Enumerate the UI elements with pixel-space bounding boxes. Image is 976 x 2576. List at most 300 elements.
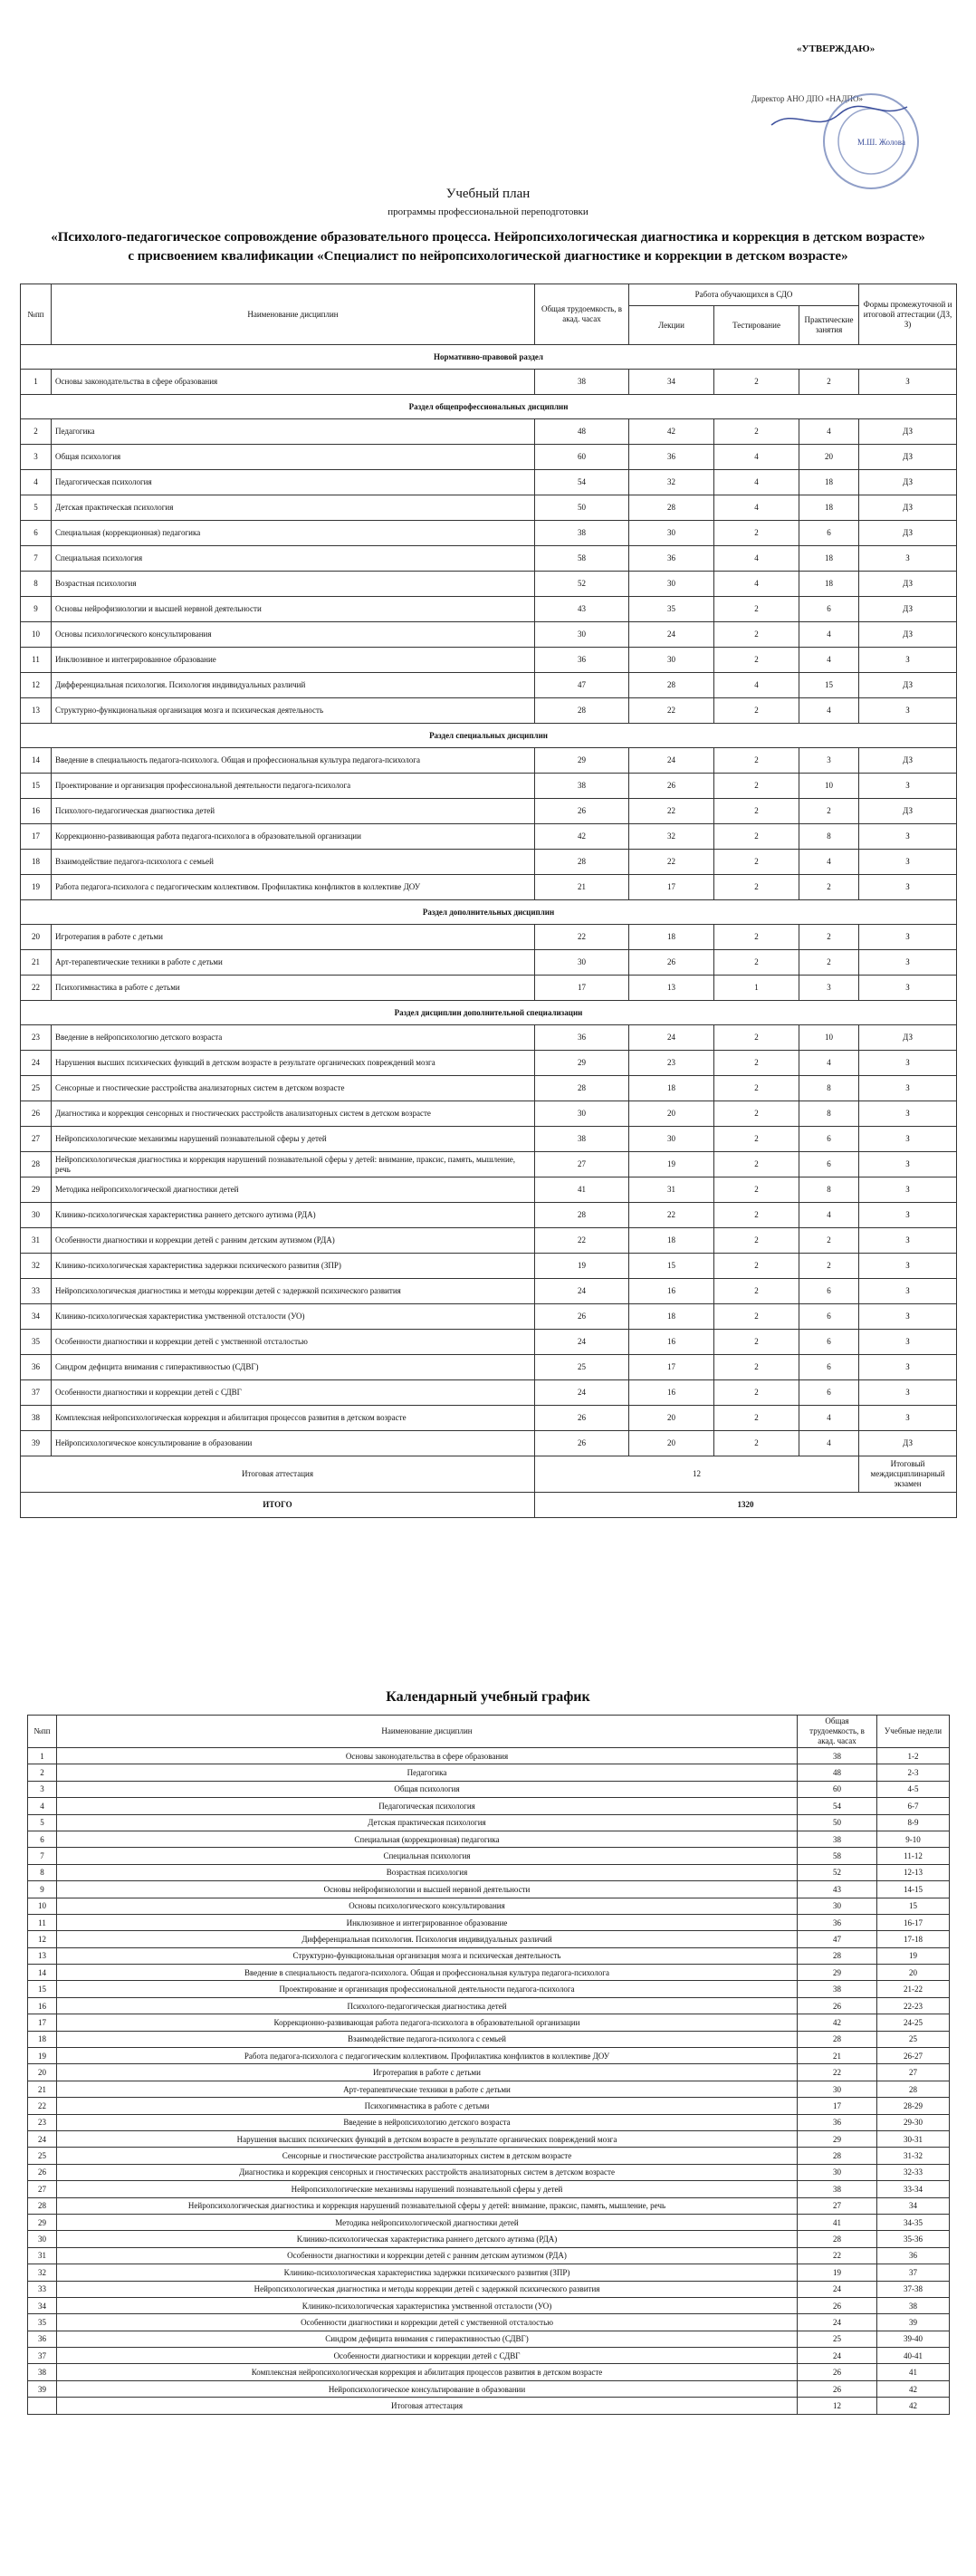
row-testing: 4: [714, 572, 799, 597]
row-form: З: [859, 1254, 957, 1279]
row-name: Арт-терапевтические техники в работе с детьми: [52, 950, 535, 976]
row-testing: 2: [714, 748, 799, 774]
row-testing: 2: [714, 370, 799, 395]
plan-final-label: Итоговая аттестация: [21, 1456, 535, 1493]
row-num: 12: [21, 673, 52, 698]
table-row: [21, 1330, 957, 1355]
row-name: Психогимнастика в работе с детьми: [52, 976, 535, 1001]
cal-row-weeks: 28-29: [877, 2098, 950, 2114]
cal-row-total: 28: [798, 1947, 877, 1964]
cal-row-weeks: 8-9: [877, 1814, 950, 1831]
cal-row-weeks: 14-15: [877, 1881, 950, 1898]
row-total: 48: [535, 419, 629, 445]
row-num: 6: [21, 521, 52, 546]
row-testing: 4: [714, 546, 799, 572]
row-num: 17: [21, 824, 52, 850]
row-total: 29: [535, 748, 629, 774]
row-testing: 2: [714, 698, 799, 724]
cal-row-weeks: 17-18: [877, 1931, 950, 1947]
row-practice: 4: [799, 698, 859, 724]
cal-row-num: 26: [28, 2164, 57, 2180]
approve-label: «УТВЕРЖДАЮ»: [797, 43, 876, 54]
table-row: [28, 2380, 950, 2397]
cal-row-weeks: 2-3: [877, 1764, 950, 1781]
cal-header-weeks: Учебные недели: [877, 1716, 950, 1748]
row-form: ДЗ: [859, 1431, 957, 1456]
row-form: З: [859, 774, 957, 799]
cal-row-weeks: 21-22: [877, 1981, 950, 1997]
section-row: [21, 395, 957, 419]
row-lectures: 22: [629, 799, 714, 824]
cal-row-name: Нейропсихологическая диагностика и коррекция нарушений познавательной сферы у детей: внимание, праксис, память, мышление, речь: [57, 2197, 798, 2214]
cal-row-name: Особенности диагностики и коррекции детей с ранним детским аутизмом (РДА): [57, 2247, 798, 2264]
row-lectures: 30: [629, 521, 714, 546]
row-name: Нейропсихологическое консультирование в образовании: [52, 1431, 535, 1456]
row-num: 31: [21, 1228, 52, 1254]
row-form: З: [859, 1101, 957, 1127]
row-total: 26: [535, 1304, 629, 1330]
row-num: 25: [21, 1076, 52, 1101]
table-row: [21, 495, 957, 521]
plan-header-name: Наименование дисциплин: [52, 284, 535, 345]
row-name: Педагогическая психология: [52, 470, 535, 495]
row-num: 11: [21, 648, 52, 673]
row-lectures: 23: [629, 1051, 714, 1076]
cal-row-total: 24: [798, 2281, 877, 2297]
plan-final-form: Итоговый междисциплинарный экзамен: [859, 1456, 957, 1493]
calendar-table: [27, 1715, 950, 2415]
section-title: Раздел дополнительных дисциплин: [21, 900, 957, 925]
row-total: 38: [535, 1127, 629, 1152]
row-practice: 2: [799, 950, 859, 976]
row-testing: 1: [714, 976, 799, 1001]
cal-row-name: Взаимодействие педагога-психолога с семьей: [57, 2031, 798, 2047]
table-row: [28, 2197, 950, 2214]
plan-header-num: №пп: [21, 284, 52, 345]
table-row: [28, 2181, 950, 2197]
table-row: [28, 2331, 950, 2347]
row-testing: 2: [714, 1101, 799, 1127]
table-row: [28, 1864, 950, 1880]
cal-row-num: 28: [28, 2197, 57, 2214]
table-row: [28, 2031, 950, 2047]
row-name: Детская практическая психология: [52, 495, 535, 521]
row-lectures: 22: [629, 1203, 714, 1228]
table-row: [28, 2264, 950, 2281]
row-practice: 18: [799, 495, 859, 521]
cal-row-weeks: 26-27: [877, 2048, 950, 2064]
table-row: [28, 2081, 950, 2097]
table-row: [28, 1814, 950, 1831]
table-row: [28, 1748, 950, 1764]
table-row: [28, 2064, 950, 2081]
row-testing: 4: [714, 445, 799, 470]
plan-total-label: ИТОГО: [21, 1493, 535, 1518]
row-form: З: [859, 1406, 957, 1431]
cal-row-total: 26: [798, 2297, 877, 2313]
row-testing: 4: [714, 673, 799, 698]
cal-row-name: Общая психология: [57, 1781, 798, 1797]
row-total: 60: [535, 445, 629, 470]
row-practice: 6: [799, 1127, 859, 1152]
cal-row-num: 7: [28, 1848, 57, 1864]
row-total: 24: [535, 1380, 629, 1406]
row-num: 27: [21, 1127, 52, 1152]
row-total: 38: [535, 774, 629, 799]
row-total: 36: [535, 1025, 629, 1051]
row-practice: 4: [799, 1203, 859, 1228]
row-total: 38: [535, 370, 629, 395]
row-form: З: [859, 950, 957, 976]
cal-row-weeks: 6-7: [877, 1798, 950, 1814]
table-row: [28, 2297, 950, 2313]
cal-row-name: Нейропсихологическое консультирование в образовании: [57, 2380, 798, 2397]
row-num: 5: [21, 495, 52, 521]
cal-row-total: 28: [798, 2148, 877, 2164]
cal-row-num: 10: [28, 1898, 57, 1914]
cal-row-total: 29: [798, 2130, 877, 2147]
row-num: 32: [21, 1254, 52, 1279]
row-lectures: 24: [629, 748, 714, 774]
cal-row-name: Работа педагога-психолога с педагогическим коллективом. Профилактика конфликтов в коллективе ДОУ: [57, 2048, 798, 2064]
cal-row-name: Основы законодательства в сфере образования: [57, 1748, 798, 1764]
plan-final-hours: 12: [535, 1456, 859, 1493]
row-num: 7: [21, 546, 52, 572]
cal-row-num: 29: [28, 2214, 57, 2230]
row-name: Нейропсихологическая диагностика и коррекция нарушений познавательной сферы у детей: внимание, праксис, память, мышление, речь: [52, 1152, 535, 1177]
plan-total-hours: 1320: [535, 1493, 957, 1518]
row-lectures: 20: [629, 1101, 714, 1127]
cal-row-num: 34: [28, 2297, 57, 2313]
row-testing: 2: [714, 1330, 799, 1355]
row-form: З: [859, 370, 957, 395]
table-row: [28, 1898, 950, 1914]
row-num: 35: [21, 1330, 52, 1355]
cal-row-total: 30: [798, 2164, 877, 2180]
row-form: ДЗ: [859, 622, 957, 648]
row-testing: 2: [714, 774, 799, 799]
row-practice: 20: [799, 445, 859, 470]
row-form: З: [859, 850, 957, 875]
row-lectures: 15: [629, 1254, 714, 1279]
cal-row-weeks: 1-2: [877, 1748, 950, 1764]
cal-row-name: Комплексная нейропсихологическая коррекция и абилитация процессов развития в детском возрасте: [57, 2364, 798, 2380]
row-name: Введение в нейропсихологию детского возраста: [52, 1025, 535, 1051]
row-name: Основы психологического консультирования: [52, 622, 535, 648]
row-testing: 4: [714, 495, 799, 521]
table-row: [28, 1965, 950, 1981]
cal-row-total: 26: [798, 1997, 877, 2014]
row-lectures: 17: [629, 875, 714, 900]
row-lectures: 22: [629, 850, 714, 875]
table-row: [21, 470, 957, 495]
row-practice: 10: [799, 1025, 859, 1051]
cal-row-total: 17: [798, 2098, 877, 2114]
plan-header-forms: Формы промежуточной и итоговой аттестации (ДЗ, З): [859, 284, 957, 345]
row-num: 23: [21, 1025, 52, 1051]
cal-row-num: 12: [28, 1931, 57, 1947]
plan-header-total: Общая трудоемкость, в акад. часах: [535, 284, 629, 345]
row-name: Клинико-психологическая характеристика раннего детского аутизма (РДА): [52, 1203, 535, 1228]
row-testing: 4: [714, 470, 799, 495]
cal-row-weeks: 16-17: [877, 1914, 950, 1930]
row-num: 28: [21, 1152, 52, 1177]
table-row: [21, 875, 957, 900]
cal-row-num: 27: [28, 2181, 57, 2197]
cal-row-weeks: 41: [877, 2364, 950, 2380]
table-row: [28, 1981, 950, 1997]
row-form: ДЗ: [859, 419, 957, 445]
cal-row-name: Специальная (коррекционная) педагогика: [57, 1831, 798, 1847]
cal-row-weeks: 32-33: [877, 2164, 950, 2180]
row-total: 36: [535, 648, 629, 673]
table-row: [28, 1798, 950, 1814]
table-row: [21, 799, 957, 824]
row-num: 1: [21, 370, 52, 395]
table-row: [28, 2214, 950, 2230]
cal-row-name: Клинико-психологическая характеристика раннего детского аутизма (РДА): [57, 2231, 798, 2247]
row-name: Нейропсихологические механизмы нарушений познавательной сферы у детей: [52, 1127, 535, 1152]
table-row: [21, 698, 957, 724]
row-name: Клинико-психологическая характеристика умственной отсталости (УО): [52, 1304, 535, 1330]
cal-row-num: 37: [28, 2348, 57, 2364]
table-row: [28, 2247, 950, 2264]
cal-row-num: 13: [28, 1947, 57, 1964]
cal-header-total: Общая трудоемкость, в акад. часах: [798, 1716, 877, 1748]
cal-row-total: 24: [798, 2348, 877, 2364]
row-lectures: 20: [629, 1431, 714, 1456]
row-name: Работа педагога-психолога с педагогическим коллективом. Профилактика конфликтов в коллективе ДОУ: [52, 875, 535, 900]
row-form: З: [859, 546, 957, 572]
row-total: 27: [535, 1152, 629, 1177]
table-row: [21, 1380, 957, 1406]
row-total: 28: [535, 698, 629, 724]
table-row: [21, 1152, 957, 1177]
row-testing: 2: [714, 1406, 799, 1431]
cal-row-weeks: 34-35: [877, 2214, 950, 2230]
row-lectures: 31: [629, 1177, 714, 1203]
cal-row-total: 22: [798, 2064, 877, 2081]
table-row: [28, 2098, 950, 2114]
plan-header-lectures: Лекции: [629, 306, 714, 345]
row-practice: 8: [799, 824, 859, 850]
cal-row-name: Особенности диагностики и коррекции детей с умственной отсталостью: [57, 2314, 798, 2331]
row-form: З: [859, 1304, 957, 1330]
row-name: Комплексная нейропсихологическая коррекция и абилитация процессов развития в детском возрасте: [52, 1406, 535, 1431]
row-lectures: 35: [629, 597, 714, 622]
row-lectures: 36: [629, 445, 714, 470]
row-practice: 4: [799, 622, 859, 648]
row-name: Взаимодействие педагога-психолога с семьей: [52, 850, 535, 875]
cal-row-name: Проектирование и организация профессиональной деятельности педагога-психолога: [57, 1981, 798, 1997]
row-testing: 2: [714, 1152, 799, 1177]
table-row: [28, 1881, 950, 1898]
row-num: 39: [21, 1431, 52, 1456]
row-lectures: 32: [629, 470, 714, 495]
cal-row-name: Сенсорные и гностические расстройства анализаторных систем в детском возрасте: [57, 2148, 798, 2164]
cal-row-num: 24: [28, 2130, 57, 2147]
row-testing: 2: [714, 648, 799, 673]
cal-row-name: Клинико-психологическая характеристика умственной отсталости (УО): [57, 2297, 798, 2313]
row-num: 4: [21, 470, 52, 495]
table-row: [28, 1947, 950, 1964]
table-row: [21, 1101, 957, 1127]
cal-row-num: 17: [28, 2014, 57, 2031]
cal-row-weeks: 9-10: [877, 1831, 950, 1847]
cal-row-num: 36: [28, 2331, 57, 2347]
row-practice: 2: [799, 875, 859, 900]
row-num: 21: [21, 950, 52, 976]
row-practice: 6: [799, 1355, 859, 1380]
row-name: Психолого-педагогическая диагностика детей: [52, 799, 535, 824]
cal-row-total: 36: [798, 1914, 877, 1930]
row-name: Проектирование и организация профессиональной деятельности педагога-психолога: [52, 774, 535, 799]
row-name: Специальная (коррекционная) педагогика: [52, 521, 535, 546]
cal-row-total: 36: [798, 2114, 877, 2130]
row-num: 36: [21, 1355, 52, 1380]
row-practice: 6: [799, 597, 859, 622]
cal-row-num: 15: [28, 1981, 57, 1997]
row-practice: 3: [799, 748, 859, 774]
row-name: Основы законодательства в сфере образования: [52, 370, 535, 395]
row-practice: 18: [799, 470, 859, 495]
row-total: 17: [535, 976, 629, 1001]
row-testing: 2: [714, 1228, 799, 1254]
row-form: З: [859, 1330, 957, 1355]
cal-row-num: 30: [28, 2231, 57, 2247]
cal-row-name: Основы психологического консультирования: [57, 1898, 798, 1914]
row-name: Специальная психология: [52, 546, 535, 572]
cal-row-name: Синдром дефицита внимания с гиперактивностью (СДВГ): [57, 2331, 798, 2347]
cal-row-total: 54: [798, 1798, 877, 1814]
row-practice: 8: [799, 1177, 859, 1203]
cal-final-num: [28, 2398, 57, 2414]
row-testing: 2: [714, 1279, 799, 1304]
cal-row-num: 32: [28, 2264, 57, 2281]
cal-row-name: Педагогическая психология: [57, 1798, 798, 1814]
row-practice: 18: [799, 546, 859, 572]
cal-row-name: Основы нейрофизиологии и высшей нервной деятельности: [57, 1881, 798, 1898]
row-lectures: 16: [629, 1380, 714, 1406]
row-testing: 2: [714, 1254, 799, 1279]
table-row: [21, 1279, 957, 1304]
row-practice: 6: [799, 521, 859, 546]
row-lectures: 30: [629, 648, 714, 673]
cal-row-name: Коррекционно-развивающая работа педагога-психолога в образовательной организации: [57, 2014, 798, 2031]
cal-row-weeks: 40-41: [877, 2348, 950, 2364]
cal-row-total: 26: [798, 2364, 877, 2380]
cal-row-weeks: 30-31: [877, 2130, 950, 2147]
cal-row-num: 18: [28, 2031, 57, 2047]
table-row: [21, 850, 957, 875]
row-num: 26: [21, 1101, 52, 1127]
row-lectures: 22: [629, 698, 714, 724]
cal-row-total: 19: [798, 2264, 877, 2281]
cal-row-name: Клинико-психологическая характеристика задержки психического развития (ЗПР): [57, 2264, 798, 2281]
row-num: 8: [21, 572, 52, 597]
row-total: 30: [535, 1101, 629, 1127]
cal-final-label: Итоговая аттестация: [57, 2398, 798, 2414]
cal-row-weeks: 20: [877, 1965, 950, 1981]
cal-row-weeks: 28: [877, 2081, 950, 2097]
plan-header-testing: Тестирование: [714, 306, 799, 345]
table-row: [28, 2048, 950, 2064]
cal-row-total: 38: [798, 1748, 877, 1764]
row-lectures: 17: [629, 1355, 714, 1380]
row-practice: 6: [799, 1304, 859, 1330]
table-row: [21, 925, 957, 950]
cal-row-name: Введение в специальность педагога-психолога. Общая и профессиональная культура педагога-психолога: [57, 1965, 798, 1981]
cal-row-total: 29: [798, 1965, 877, 1981]
row-practice: 8: [799, 1101, 859, 1127]
row-practice: 15: [799, 673, 859, 698]
row-total: 42: [535, 824, 629, 850]
section-row: [21, 1001, 957, 1025]
row-total: 25: [535, 1355, 629, 1380]
table-row: [28, 2281, 950, 2297]
table-row: [28, 2014, 950, 2031]
cal-row-name: Нейропсихологическая диагностика и методы коррекции детей с задержкой психического развития: [57, 2281, 798, 2297]
row-testing: 2: [714, 597, 799, 622]
cal-row-total: 28: [798, 2231, 877, 2247]
row-num: 10: [21, 622, 52, 648]
row-name: Инклюзивное и интегрированное образование: [52, 648, 535, 673]
row-testing: 2: [714, 1304, 799, 1330]
row-name: Нарушения высших психических функций в детском возрасте в результате органических повреждений мозга: [52, 1051, 535, 1076]
cal-row-total: 50: [798, 1814, 877, 1831]
row-testing: 2: [714, 1203, 799, 1228]
row-practice: 6: [799, 1279, 859, 1304]
row-total: 50: [535, 495, 629, 521]
cal-row-name: Особенности диагностики и коррекции детей с СДВГ: [57, 2348, 798, 2364]
row-name: Особенности диагностики и коррекции детей с СДВГ: [52, 1380, 535, 1406]
cal-row-total: 48: [798, 1764, 877, 1781]
row-form: ДЗ: [859, 445, 957, 470]
row-lectures: 42: [629, 419, 714, 445]
row-name: Структурно-функциональная организация мозга и психическая деятельность: [52, 698, 535, 724]
row-name: Общая психология: [52, 445, 535, 470]
row-total: 28: [535, 1203, 629, 1228]
row-testing: 2: [714, 950, 799, 976]
cal-row-name: Нейропсихологические механизмы нарушений познавательной сферы у детей: [57, 2181, 798, 2197]
row-form: З: [859, 648, 957, 673]
row-practice: 4: [799, 648, 859, 673]
cal-row-name: Детская практическая психология: [57, 1814, 798, 1831]
cal-row-num: 3: [28, 1781, 57, 1797]
row-practice: 6: [799, 1380, 859, 1406]
row-lectures: 24: [629, 622, 714, 648]
table-row: [21, 1431, 957, 1456]
table-row: [28, 2130, 950, 2147]
cal-row-weeks: 42: [877, 2380, 950, 2397]
table-row: [28, 1831, 950, 1847]
page-title: Учебный план: [445, 187, 531, 201]
row-practice: 8: [799, 1076, 859, 1101]
cal-row-total: 24: [798, 2314, 877, 2331]
row-total: 22: [535, 925, 629, 950]
row-form: З: [859, 824, 957, 850]
row-num: 24: [21, 1051, 52, 1076]
cal-row-weeks: 38: [877, 2297, 950, 2313]
cal-row-weeks: 37: [877, 2264, 950, 2281]
row-lectures: 28: [629, 673, 714, 698]
table-row: [28, 1764, 950, 1781]
cal-row-weeks: 39-40: [877, 2331, 950, 2347]
cal-row-num: 21: [28, 2081, 57, 2097]
cal-row-total: 28: [798, 2031, 877, 2047]
cal-row-name: Диагностика и коррекция сенсорных и гностических расстройств анализаторных систем в детском возрасте: [57, 2164, 798, 2180]
row-num: 2: [21, 419, 52, 445]
